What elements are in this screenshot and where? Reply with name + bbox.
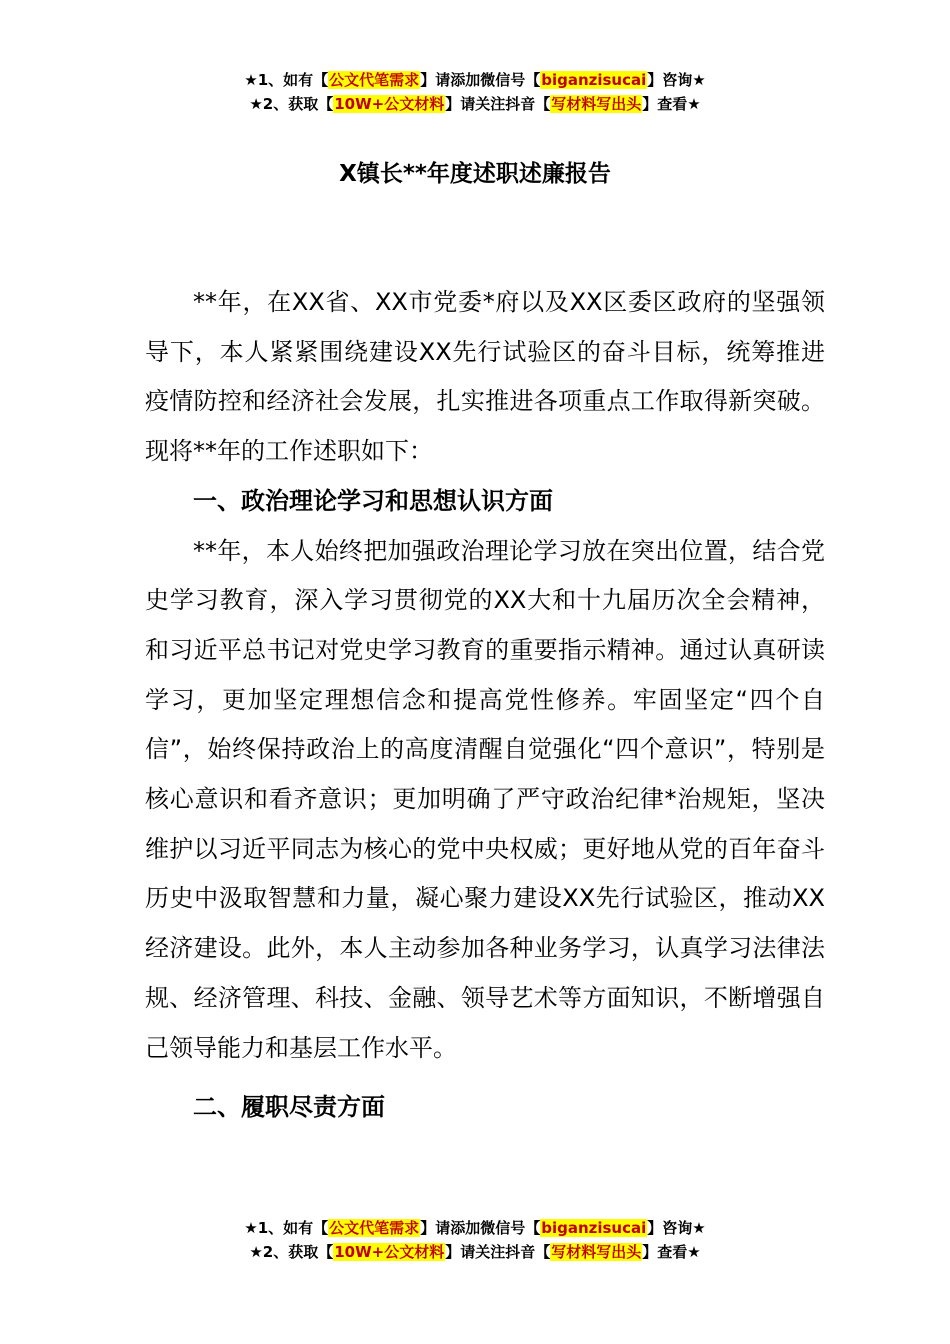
wechat-id: biganzisucai	[541, 1219, 647, 1237]
banner-text: 】请关注抖音【	[445, 95, 551, 113]
douyin-account: 写材料写出头	[551, 95, 642, 113]
highlight-text: 10W+公文材料	[334, 1243, 445, 1261]
intro-paragraph: **年，在XX省、XX市党委*府以及XX区委区政府的坚强领导下，本人紧紧围绕建设XX先行试验区的奋斗目标，统筹推进疫情防控和经济社会发展，扎实推进各项重点工作取得新突破。现将**年的工作述职如下：	[145, 288, 825, 466]
document-title: X镇长**年度述职述廉报告	[339, 161, 611, 187]
footer-line-2	[0, 1240, 950, 1264]
highlight-text: 10W+公文材料	[334, 95, 445, 113]
banner-text: ★1、如有【	[244, 71, 329, 89]
banner-line-1	[0, 68, 950, 92]
highlight-text: 公文代笔需求	[329, 71, 420, 89]
banner-text: ★2、获取【	[249, 1243, 334, 1261]
banner-line-2	[0, 92, 950, 116]
banner-text: 】请关注抖音【	[445, 1243, 551, 1261]
banner-text: 】查看★	[642, 1243, 701, 1261]
banner-text: 】咨询★	[647, 1219, 706, 1237]
document-body	[145, 278, 825, 1133]
banner-text: 】请添加微信号【	[420, 71, 541, 89]
banner-text: 】咨询★	[647, 71, 706, 89]
footer-banner	[0, 1216, 950, 1264]
footer-line-1	[0, 1216, 950, 1240]
banner-text: ★1、如有【	[244, 1219, 329, 1237]
section-heading-1: 一、政治理论学习和思想认识方面	[193, 486, 553, 515]
highlight-text: 公文代笔需求	[329, 1219, 420, 1237]
banner-text: 】请添加微信号【	[420, 1219, 541, 1237]
section-1-paragraph: **年，本人始终把加强政治理论学习放在突出位置，结合党史学习教育，深入学习贯彻党的XX大和十九届历次全会精神，和习近平总书记对党史学习教育的重要指示精神。通过认真研读学习，更加坚定理想信念和提高党性修养。牢固坚定“四个自信”，始终保持政治上的高度清醒自觉强化“四个意识”，特别是核心意识和看齐意识；更加明确了严守政治纪律*治规矩，坚决维护以习近平同志为核心的党中央权威；更好地从党的百年奋斗历史中汲取智慧和力量，凝心聚力建设XX先行试验区，推动XX经济建设。此外，本人主动参加各种业务学习，认真学习法律法规、经济管理、科技、金融、领导艺术等方面知识，不断增强自己领导能力和基层工作水平。	[145, 536, 825, 1062]
wechat-id: biganzisucai	[541, 71, 647, 89]
header-banner	[0, 68, 950, 116]
banner-text: ★2、获取【	[249, 95, 334, 113]
section-heading-2: 二、履职尽责方面	[193, 1093, 385, 1122]
douyin-account: 写材料写出头	[551, 1243, 642, 1261]
banner-text: 】查看★	[642, 95, 701, 113]
